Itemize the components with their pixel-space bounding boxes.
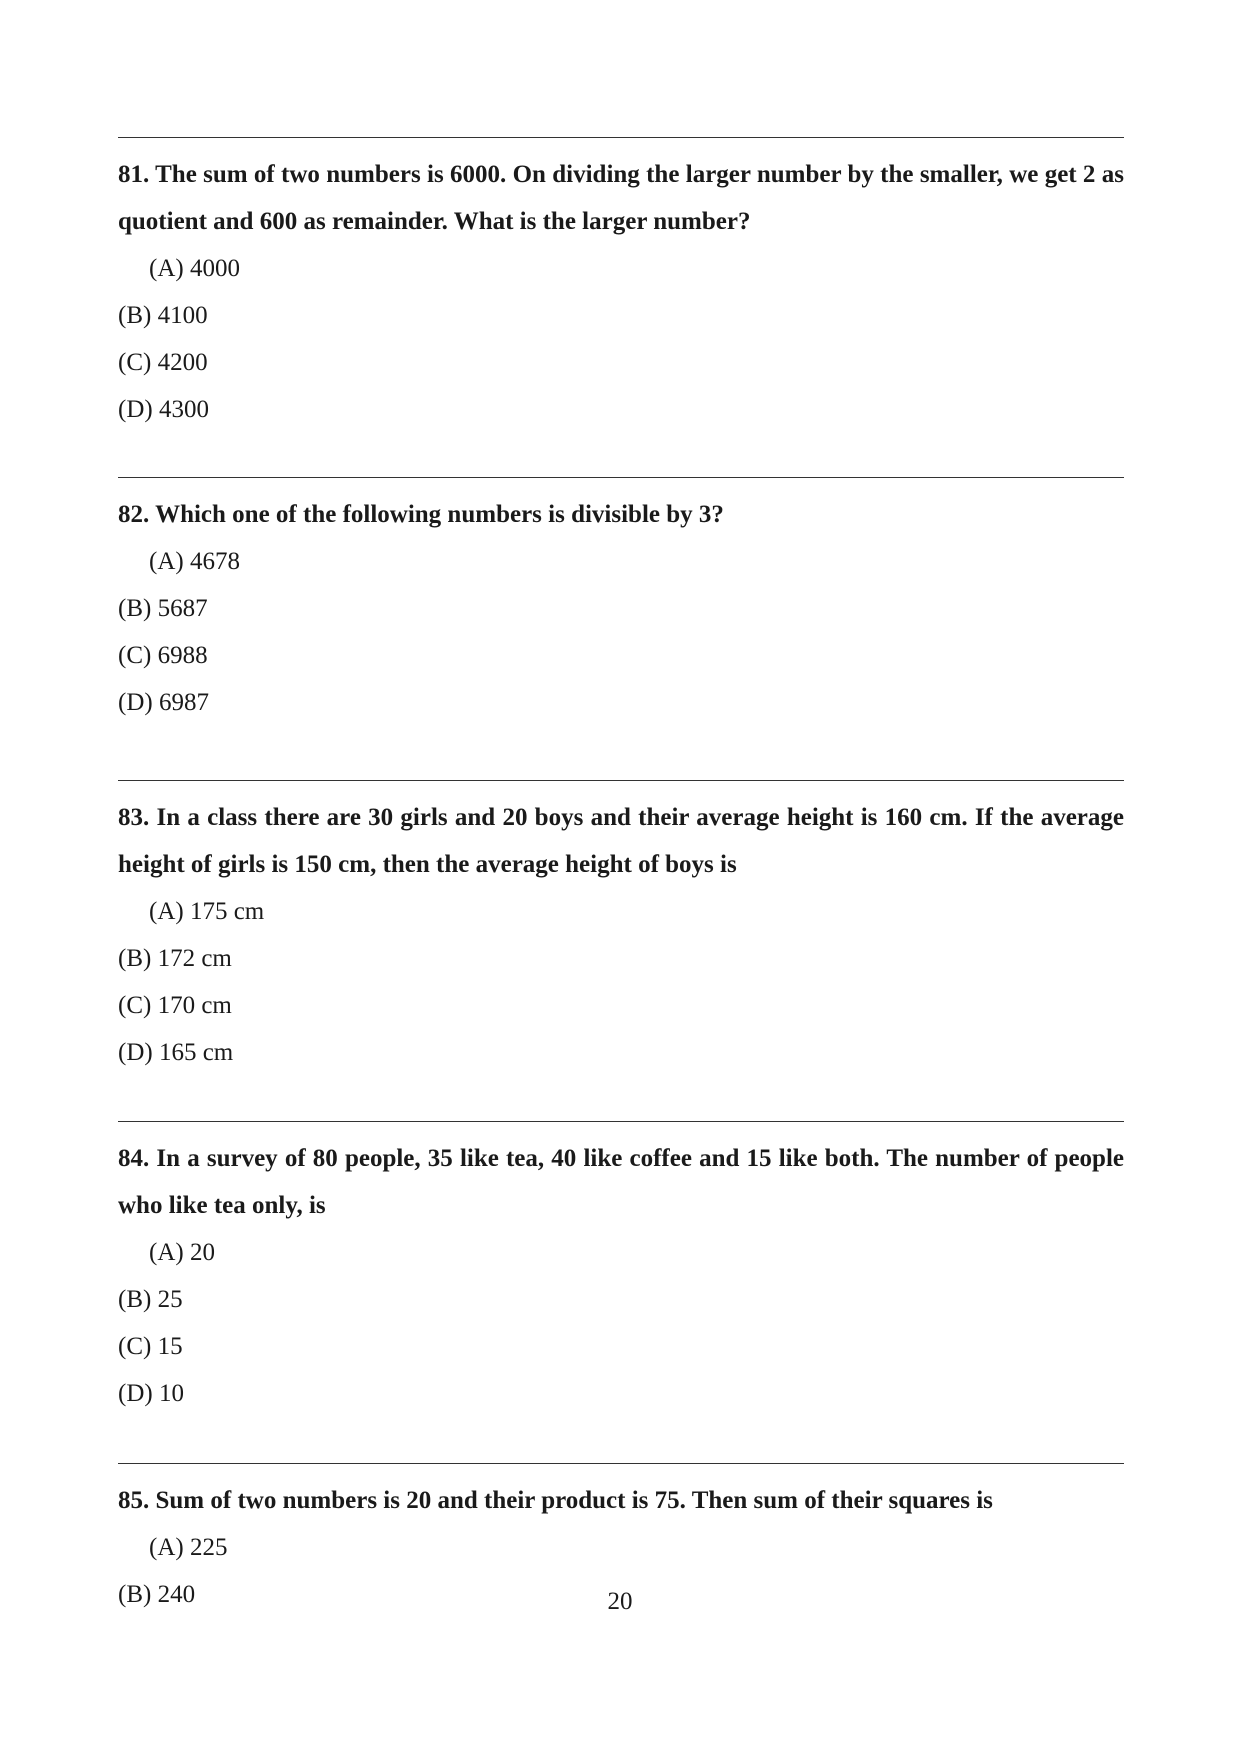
page-number: 20 xyxy=(607,1588,633,1615)
question-text xyxy=(118,1477,1124,1524)
question-82 xyxy=(118,477,1124,726)
option-a: (A) 225 xyxy=(149,1534,228,1561)
question-text xyxy=(118,794,1124,888)
option-b: (B) 5687 xyxy=(118,595,208,622)
option-b: (B) 240 xyxy=(118,1581,196,1608)
option-list xyxy=(118,245,1124,433)
question-text xyxy=(118,151,1124,245)
question-body: In a class there are 30 girls and 20 boys and their average height is 160 cm. If the average height of girls is 150 cm, then the average height of boys is xyxy=(118,804,1124,878)
option-d: (D) 6987 xyxy=(118,689,209,716)
option-c: (C) 6988 xyxy=(118,642,208,669)
option-a: (A) 4000 xyxy=(149,255,240,282)
option-c: (C) 15 xyxy=(118,1333,183,1360)
question-text xyxy=(118,491,1124,538)
option-b: (B) 25 xyxy=(118,1286,183,1313)
question-page xyxy=(118,137,1124,1618)
option-d: (D) 10 xyxy=(118,1380,184,1407)
question-83 xyxy=(118,780,1124,1076)
option-b: (B) 4100 xyxy=(118,302,208,329)
option-c: (C) 170 cm xyxy=(118,992,232,1019)
option-d: (D) 4300 xyxy=(118,396,209,423)
question-81 xyxy=(118,137,1124,433)
option-c: (C) 4200 xyxy=(118,349,208,376)
question-text xyxy=(118,1135,1124,1229)
question-body: Which one of the following numbers is divisible by 3? xyxy=(155,501,724,528)
spacer xyxy=(118,433,1124,477)
option-a: (A) 175 cm xyxy=(149,898,265,925)
option-list xyxy=(118,538,1124,726)
question-number: 83. xyxy=(118,804,150,831)
option-b: (B) 172 cm xyxy=(118,945,232,972)
question-number: 85. xyxy=(118,1487,150,1514)
spacer xyxy=(118,1076,1124,1121)
option-d: (D) 165 cm xyxy=(118,1039,234,1066)
option-a: (A) 20 xyxy=(149,1239,215,1266)
question-number: 84. xyxy=(118,1145,150,1172)
question-body: Sum of two numbers is 20 and their product is 75. Then sum of their squares is xyxy=(155,1487,993,1514)
question-number: 82. xyxy=(118,501,150,528)
question-body: The sum of two numbers is 6000. On dividing the larger number by the smaller, we get 2 as quotient and 600 as remainder. What is the larger number? xyxy=(118,161,1124,235)
option-list xyxy=(118,888,1124,1076)
option-a: (A) 4678 xyxy=(149,548,240,575)
option-list xyxy=(118,1229,1124,1417)
question-number: 81. xyxy=(118,161,150,188)
spacer xyxy=(118,726,1124,780)
question-84 xyxy=(118,1121,1124,1417)
spacer xyxy=(118,1417,1124,1463)
question-body: In a survey of 80 people, 35 like tea, 40 like coffee and 15 like both. The number of people who like tea only, is xyxy=(118,1145,1124,1219)
